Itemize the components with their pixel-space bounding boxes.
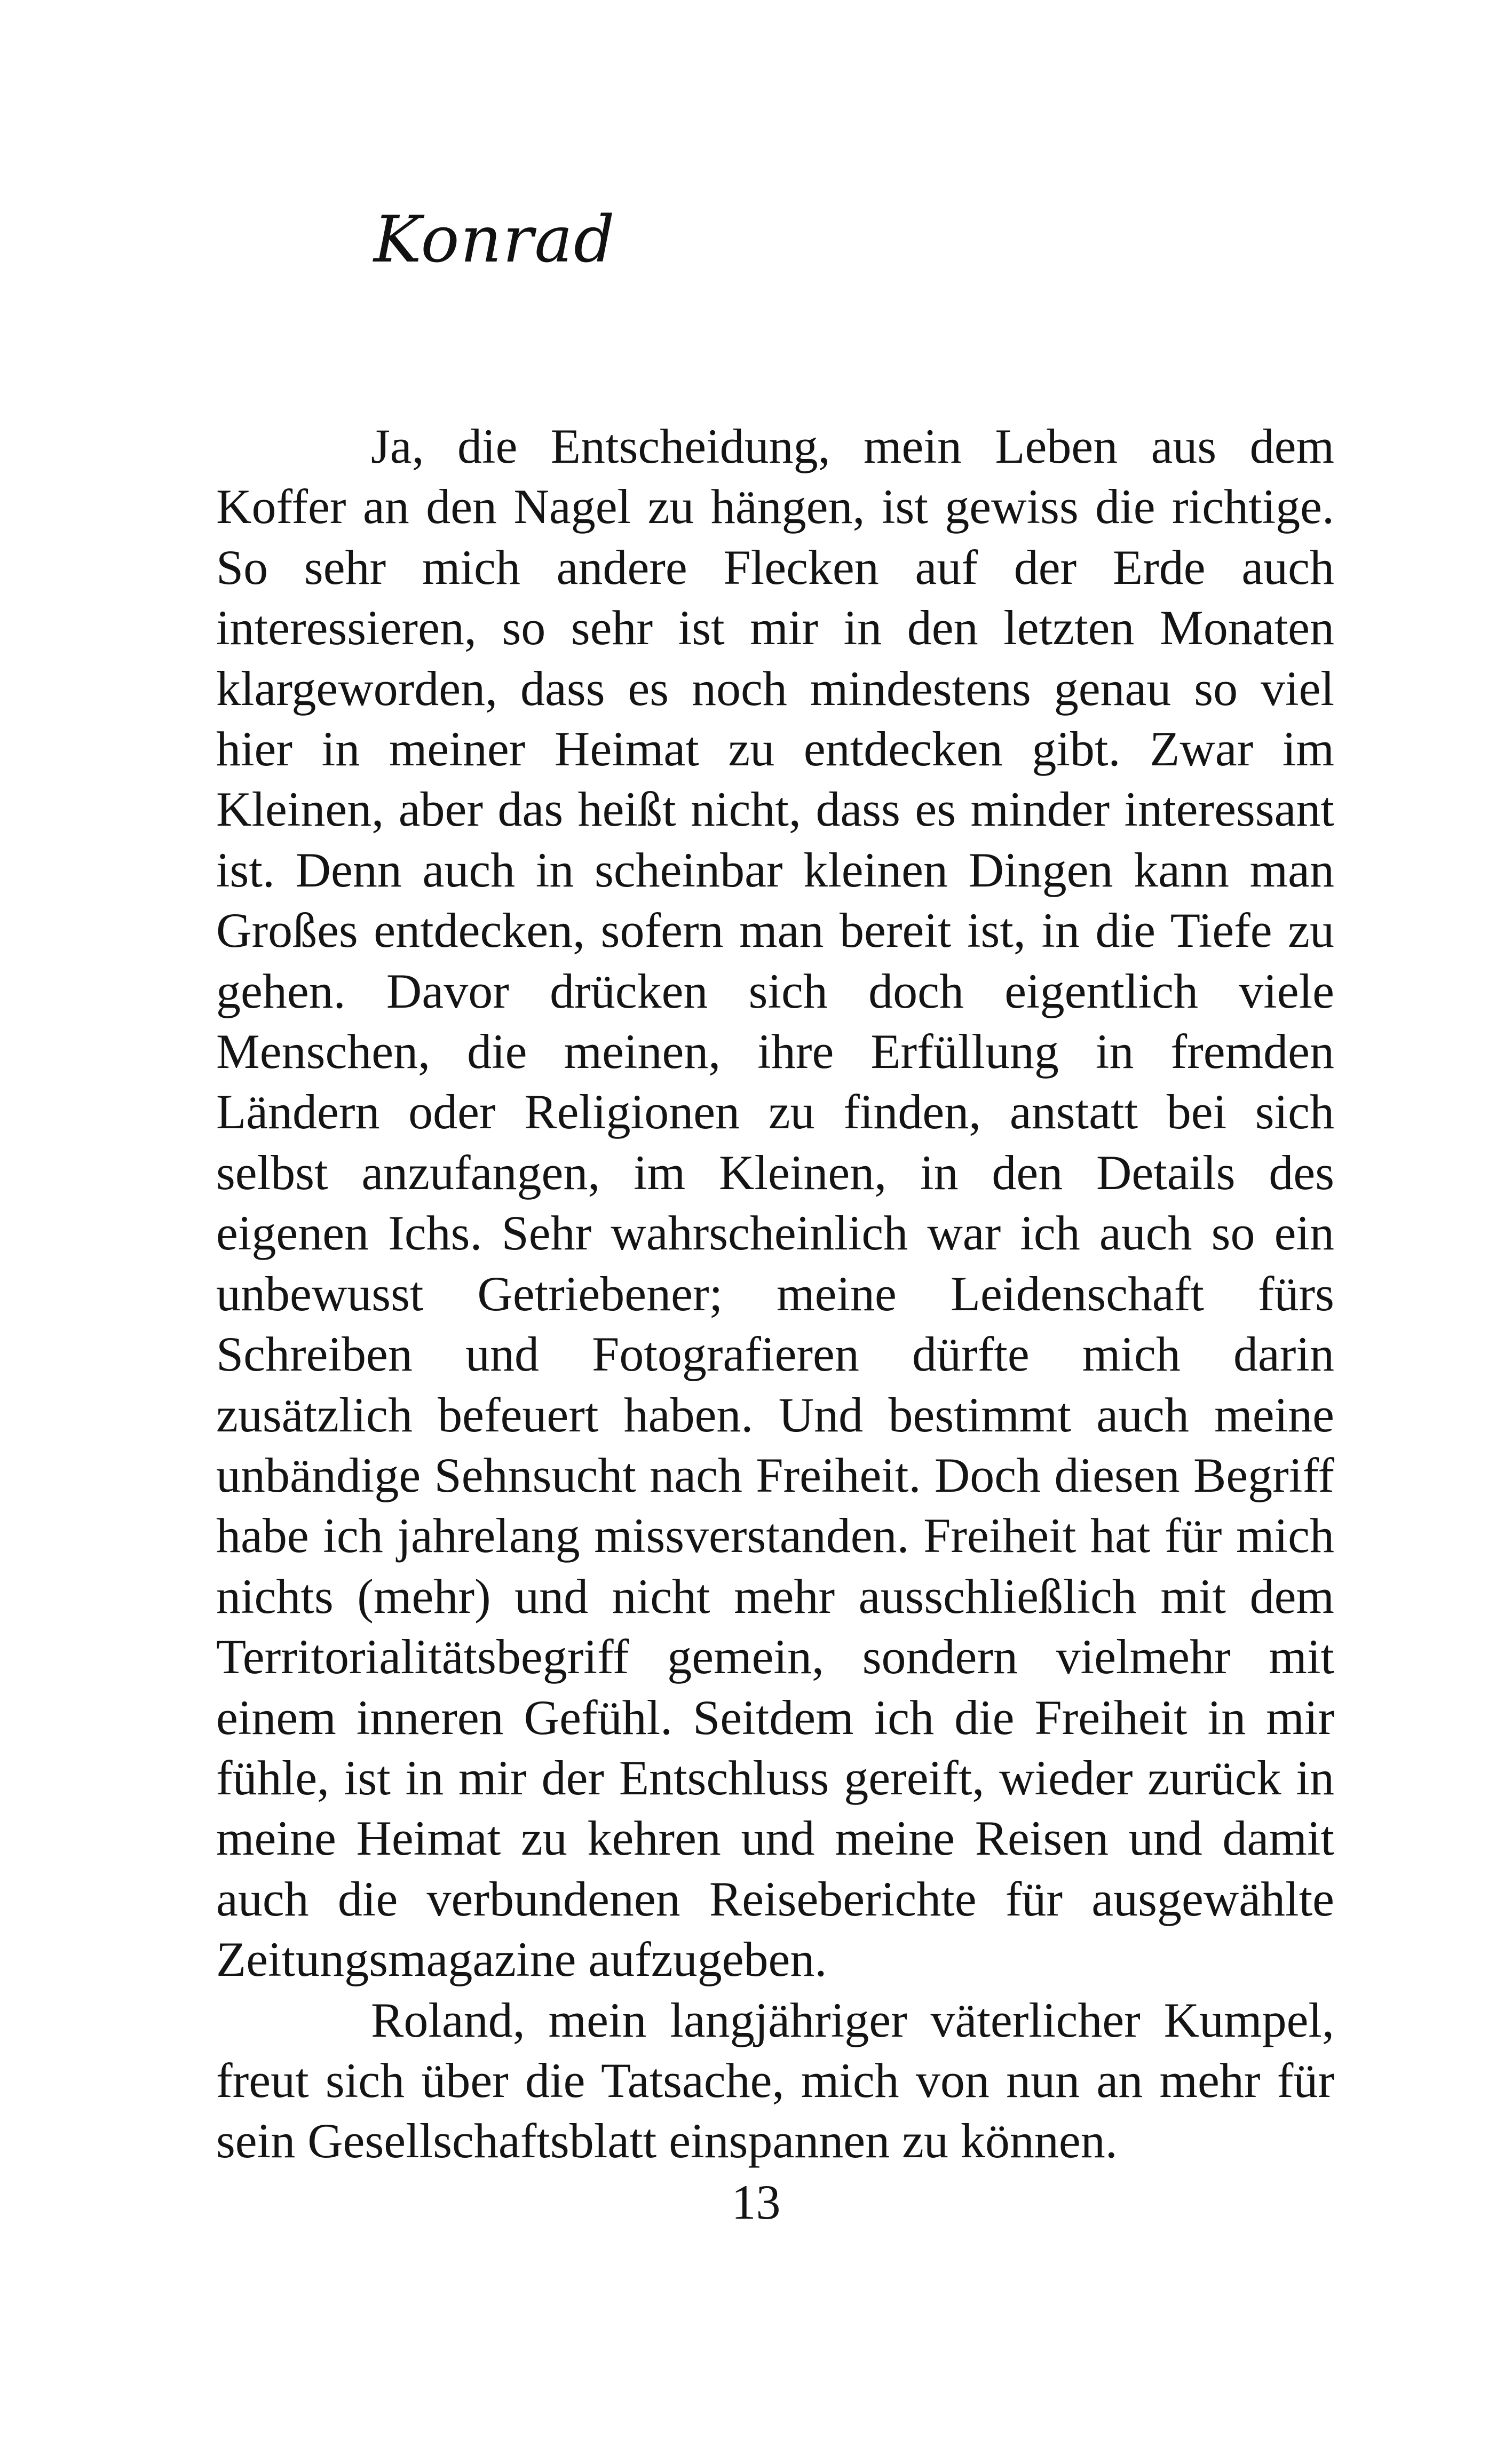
paragraph: Ja, die Entscheidung, mein Leben aus dem Koffer an den Nagel zu hängen, ist gewiss die richtige. So sehr mich andere Flecken auf der Erde auch interessieren, so sehr ist mir in den letzten Monaten klargeworden, dass es noch mindestens genau so viel hier in meiner Heimat zu entdecken gibt. Zwar im Kleinen, aber das heißt nicht, dass es minder interessant ist. Denn auch in scheinbar kleinen Dingen kann man Großes entdecken, sofern man bereit ist, in die Tiefe zu gehen. Davor drücken sich doch eigentlich viele Menschen, die meinen, ihre Erfüllung in fremden Ländern oder Religionen zu finden, anstatt bei sich selbst anzufangen, im Kleinen, in den Details des eigenen Ichs. Sehr wahrscheinlich war ich auch so ein unbewusst Getriebener; meine Leidenschaft fürs Schreiben und Fotografieren dürfte mich darin zusätzlich befeuert haben. Und bestimmt auch meine unbändige Sehnsucht nach Freiheit. Doch diesen Begriff habe ich jahrelang missverstanden. Freiheit hat für mich nichts (mehr) und nicht mehr ausschließlich mit dem Territorialitätsbegriff gemein, sondern vielmehr mit einem inneren Gefühl. Seitdem ich die Freiheit in mir fühle, ist in mir der Entschluss gereift, wieder zurück in meine Heimat zu kehren und meine Reisen und damit auch die verbundenen Reiseberichte für ausgewählte Zeitungsmagazine aufzugeben. [216, 419, 1334, 1987]
body-text [216, 416, 1334, 2172]
chapter-title: Konrad [374, 203, 616, 277]
paragraph: Roland, mein langjähriger väterlicher Kumpel, freut sich über die Tatsache, mich von nun an mehr für sein Gesellschaftsblatt einspannen zu können. [216, 1992, 1334, 2168]
page-number: 13 [731, 2175, 781, 2229]
